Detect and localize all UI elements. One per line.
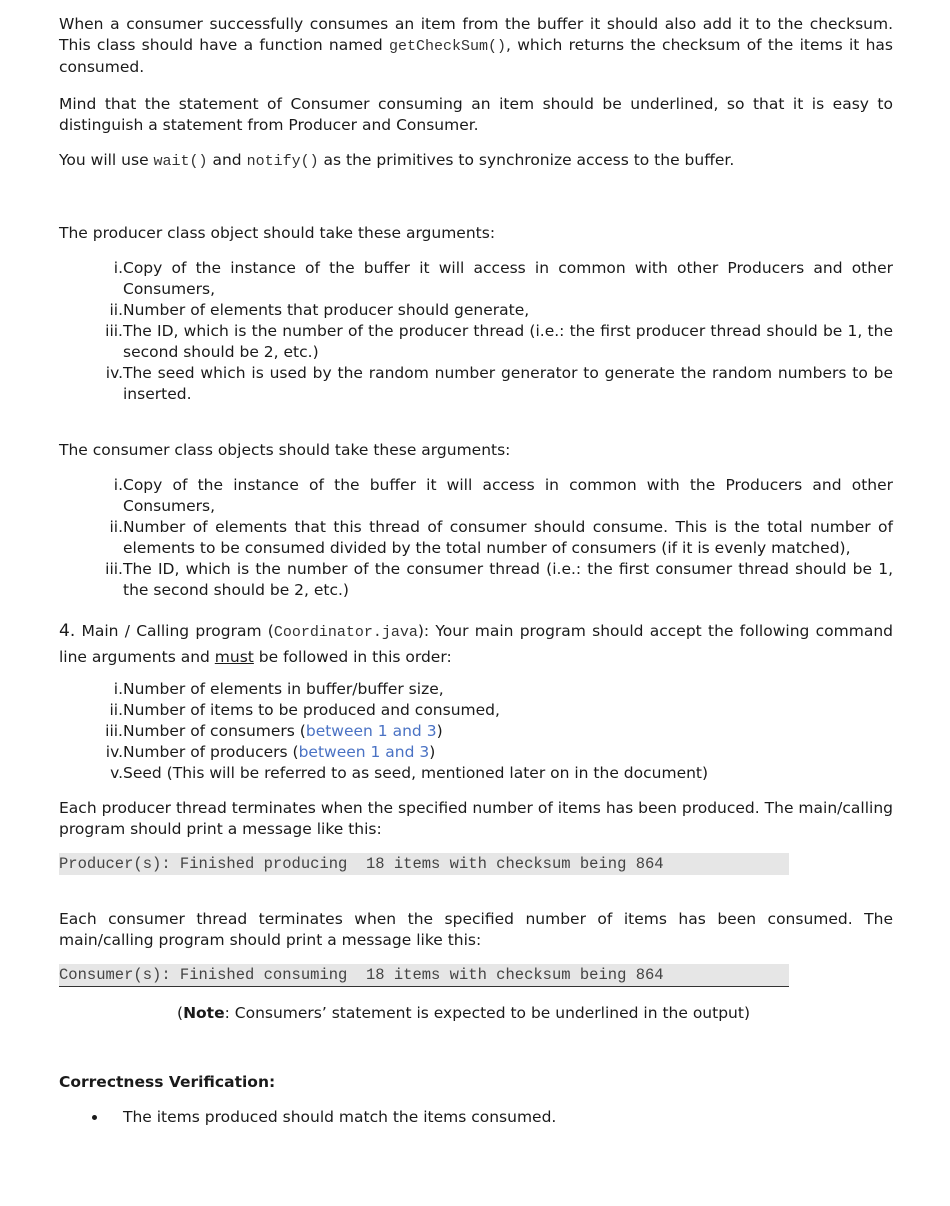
note-text: (Note: Consumers’ statement is expected to be underlined in the output) [177, 1004, 750, 1022]
code-coordinator: Coordinator.java [273, 624, 418, 641]
consumer-output-message: Consumer(s): Finished consuming 18 items with checksum being 864 [59, 964, 789, 987]
list-item: ii. Number of elements that producer should generate, [109, 301, 530, 319]
list-item: iv. The seed which is used by the random number generator to generate the random numbers to be inserted. [105, 364, 893, 403]
list-item: iii. Number of consumers (between 1 and 3) [105, 722, 443, 740]
producer-heading: The producer class object should take these arguments: [59, 224, 496, 242]
list-item: i. Copy of the instance of the buffer it will access in common with other Producers and other Consumers, [113, 259, 893, 298]
list-item: iii. The ID, which is the number of the producer thread (i.e.: the first producer thread should be 1, the second should be 2, etc.) [105, 322, 893, 361]
code-getchecksum: getCheckSum() [388, 38, 507, 55]
list-item: i. Copy of the instance of the buffer it will access in common with the Producers and other Consumers, [113, 476, 893, 515]
list-item: iii. The ID, which is the number of the consumer thread (i.e.: the first consumer thread should be 1, the second should be 2, etc.) [105, 560, 893, 599]
producer-args-list [59, 258, 893, 405]
code-notify: notify() [246, 153, 319, 170]
list-item: The items produced should match the items consumed. [59, 1107, 893, 1128]
code-wait: wait() [153, 153, 208, 170]
paragraph-checksum: When a consumer successfully consumes an item from the buffer it should also add it to the checksum. This class should have a function named getCheckSum(), which returns the checksum of the items it has consumed. [59, 15, 893, 76]
paragraph-underline-note: Mind that the statement of Consumer consuming an item should be underlined, so that it is easy to distinguish a statement from Producer and Consumer. [59, 95, 893, 134]
list-item: ii. Number of items to be produced and consumed, [109, 701, 500, 719]
consumer-termination-text: Each consumer thread terminates when the specified number of items has been consumed. The main/calling program should print a message like this: [59, 910, 893, 949]
list-item: i. Number of elements in buffer/buffer size, [113, 680, 444, 698]
bullet-icon [59, 1107, 123, 1128]
verification-heading: Correctness Verification: [59, 1073, 276, 1091]
main-program-section: 4. Main / Calling program (Coordinator.java): Your main program should accept the following command line arguments and must be followed in this order: [59, 621, 893, 666]
list-item: ii. Number of elements that this thread of consumer should consume. This is the total number of elements to be consumed divided by the total number of consumers (if it is evenly matched), [109, 518, 893, 557]
producer-output-message: Producer(s): Finished producing 18 items with checksum being 864 [59, 853, 789, 875]
producer-termination-text: Each producer thread terminates when the specified number of items has been produced. The main/calling program should print a message like this: [59, 799, 893, 838]
consumer-heading: The consumer class objects should take these arguments: [59, 441, 511, 459]
list-item: v. Seed (This will be referred to as seed, mentioned later on in the document) [110, 764, 709, 782]
list-item: iv. Number of producers (between 1 and 3) [105, 743, 436, 761]
verification-list [59, 1107, 893, 1128]
paragraph-wait-notify: You will use wait() and notify() as the primitives to synchronize access to the buffer. [59, 151, 735, 170]
main-args-list [59, 679, 893, 784]
consumer-args-list [59, 475, 893, 601]
